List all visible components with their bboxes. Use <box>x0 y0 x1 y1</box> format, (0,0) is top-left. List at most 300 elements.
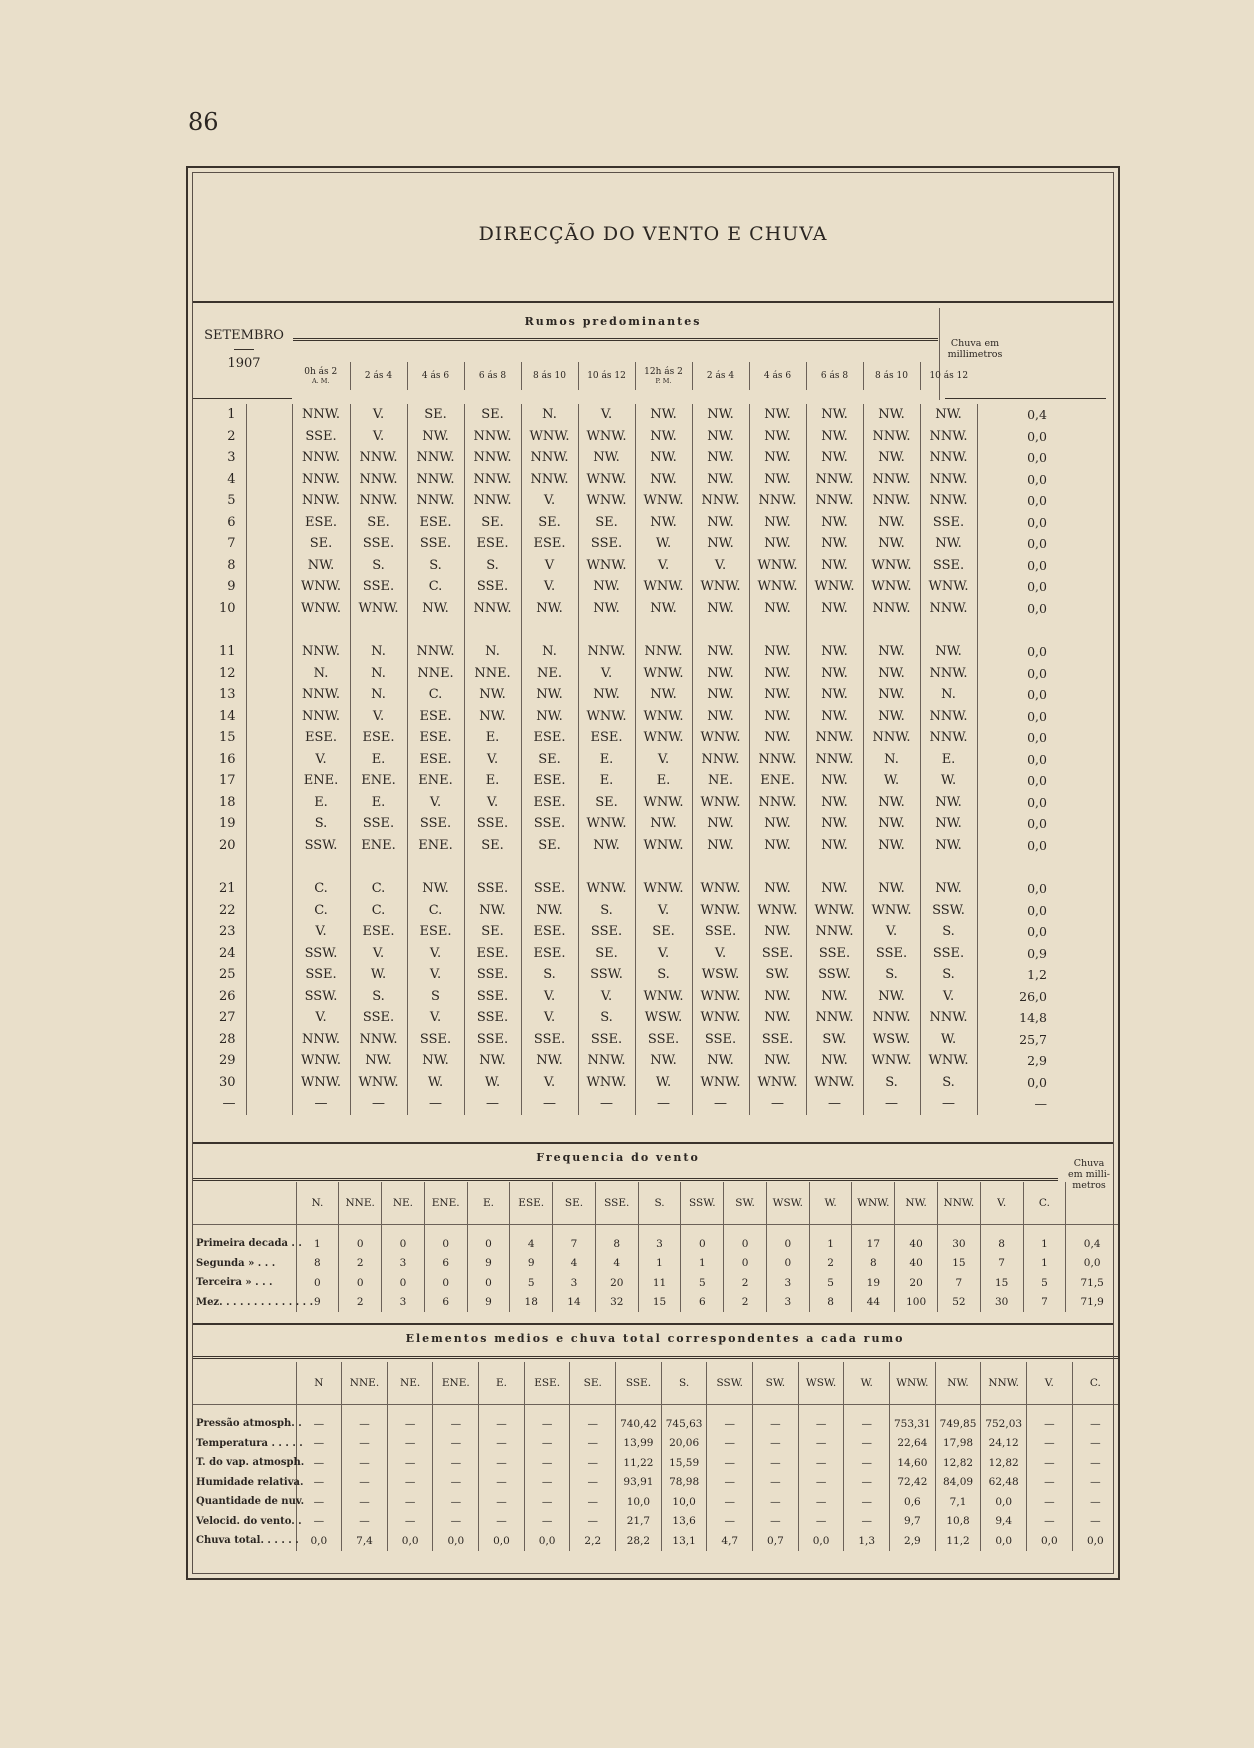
rain-value: 0,0 <box>977 749 1059 771</box>
table-frame <box>186 166 1120 1580</box>
day-number: 4 <box>227 471 236 487</box>
wind-direction: S <box>407 986 464 1008</box>
cell-value: 9 <box>467 1293 510 1313</box>
wind-direction: N. <box>920 684 977 706</box>
column-header-row <box>192 1182 1118 1224</box>
cell-value: 44 <box>852 1293 895 1313</box>
table-row <box>192 770 1059 792</box>
cell-value: 3 <box>553 1273 596 1293</box>
row-label-header <box>192 1182 296 1224</box>
time-header <box>578 362 635 390</box>
gap-cell <box>578 856 635 878</box>
wind-direction: NW. <box>635 598 692 620</box>
rain-value: 0,4 <box>1066 1234 1118 1254</box>
wind-direction: NW. <box>464 1050 521 1072</box>
elem-title: Elementos medios e chuva total correspondentes a cada rumo <box>405 1332 905 1345</box>
wind-direction: WNW. <box>692 900 749 922</box>
wind-direction: NW. <box>407 878 464 900</box>
cell-value: — <box>1027 1512 1073 1532</box>
wind-direction: WNW. <box>635 706 692 728</box>
gap-cell <box>806 619 863 641</box>
wind-direction: SSE. <box>464 1029 521 1051</box>
wind-direction: W. <box>350 964 407 986</box>
wind-direction: SSE. <box>350 576 407 598</box>
cell-value: 12,82 <box>935 1453 981 1473</box>
wind-direction: NW. <box>863 447 920 469</box>
wind-direction: NW. <box>749 835 806 857</box>
wind-direction: NW. <box>635 1050 692 1072</box>
wind-direction: SSE. <box>464 986 521 1008</box>
wind-direction: NNW. <box>407 641 464 663</box>
cell-value: 11,22 <box>616 1453 662 1473</box>
cell-value: — <box>433 1473 479 1493</box>
wind-direction: NW. <box>806 986 863 1008</box>
wind-direction: SSE. <box>464 964 521 986</box>
gap-cell <box>692 856 749 878</box>
cell-value: — <box>1072 1473 1118 1493</box>
cell-value: 100 <box>895 1293 938 1313</box>
wind-direction: V. <box>350 426 407 448</box>
elem-rule <box>192 1356 1118 1359</box>
wind-direction: NNW. <box>292 447 350 469</box>
time-header <box>692 362 749 390</box>
wind-direction: NNW. <box>464 447 521 469</box>
spacer-cell <box>246 469 292 491</box>
spacer-cell <box>638 1224 681 1234</box>
spacer-cell <box>844 1404 890 1414</box>
wind-direction: SSE. <box>692 921 749 943</box>
cell-value: 13,6 <box>661 1512 707 1532</box>
wind-direction: ESE. <box>407 921 464 943</box>
wind-direction: E. <box>464 727 521 749</box>
cell-value: 0,0 <box>1072 1531 1118 1551</box>
day-number: 21 <box>218 881 236 897</box>
wind-direction: WNW. <box>692 792 749 814</box>
cell-value: 9 <box>296 1293 339 1313</box>
wind-direction: V. <box>920 986 977 1008</box>
direction-header: S. <box>638 1182 681 1224</box>
wind-direction: SSE. <box>920 943 977 965</box>
rain-value: 0,0 <box>977 770 1059 792</box>
wind-direction: S. <box>578 900 635 922</box>
wind-direction: NNW. <box>749 792 806 814</box>
cell-value: — <box>342 1453 388 1473</box>
wind-direction: NNW. <box>920 469 977 491</box>
direction-header: V. <box>1027 1362 1073 1404</box>
wind-direction: NW. <box>806 598 863 620</box>
direction-header: W. <box>809 1182 852 1224</box>
cell-value: — <box>296 1414 342 1434</box>
direction-header: C. <box>1023 1182 1066 1224</box>
wind-direction: NNE. <box>464 663 521 685</box>
spacer-cell <box>246 900 292 922</box>
wind-direction: S. <box>578 1007 635 1029</box>
cell-value: 2 <box>724 1293 767 1313</box>
spacer-cell <box>246 1029 292 1051</box>
spacer-cell <box>387 1404 433 1414</box>
wind-direction: NW. <box>806 533 863 555</box>
wind-direction: SE. <box>464 835 521 857</box>
cell-value: 0 <box>766 1254 809 1274</box>
day-number: 28 <box>218 1031 236 1047</box>
wind-direction: WNW. <box>350 598 407 620</box>
wind-direction: ESE. <box>464 943 521 965</box>
cell-value: 24,12 <box>981 1434 1027 1454</box>
rain-header-cell <box>1066 1182 1118 1224</box>
rain-value: 0,0 <box>977 727 1059 749</box>
wind-direction: V. <box>521 1007 578 1029</box>
wind-direction: SE. <box>464 921 521 943</box>
row-label: Velocid. do vento. . <box>196 1515 302 1527</box>
cell-value: 11,2 <box>935 1531 981 1551</box>
wind-direction: ESE. <box>521 533 578 555</box>
gap-cell <box>350 619 407 641</box>
spacer-cell <box>246 1007 292 1029</box>
table-row <box>192 749 1059 771</box>
wind-direction: WNW. <box>863 555 920 577</box>
cell-value: 0,6 <box>890 1492 936 1512</box>
wind-direction: N. <box>350 641 407 663</box>
wind-direction: NW. <box>749 1050 806 1072</box>
wind-direction: WNW. <box>749 1072 806 1094</box>
wind-direction: NNW. <box>464 490 521 512</box>
wind-direction: NE. <box>521 663 578 685</box>
wind-direction: NW. <box>806 447 863 469</box>
wind-direction: ESE. <box>521 921 578 943</box>
cell-value: 21,7 <box>616 1512 662 1532</box>
cell-value: — <box>798 1473 844 1493</box>
wind-direction: NNW. <box>292 490 350 512</box>
cell-value: — <box>707 1453 753 1473</box>
cell-value: — <box>753 1453 799 1473</box>
wind-direction: SSE. <box>350 1007 407 1029</box>
wind-direction: NNW. <box>749 490 806 512</box>
rain-value: 0,0 <box>977 835 1059 857</box>
cell-value: 17 <box>852 1234 895 1254</box>
wind-direction: NNW. <box>464 598 521 620</box>
wind-direction: S. <box>920 1072 977 1094</box>
wind-direction: SSE. <box>692 1029 749 1051</box>
table-row <box>192 1434 1118 1454</box>
cell-value: 753,31 <box>890 1414 936 1434</box>
direction-header: SW. <box>724 1182 767 1224</box>
cell-value: — <box>753 1414 799 1434</box>
spacer-cell <box>570 1404 616 1414</box>
wind-direction: NW. <box>749 921 806 943</box>
cell-value: 0 <box>467 1273 510 1293</box>
spacer-cell <box>1027 1404 1073 1414</box>
table-row <box>192 1050 1059 1072</box>
wind-direction: S. <box>350 986 407 1008</box>
wind-direction: WNW. <box>578 426 635 448</box>
time-header-label: 6 ás 8 <box>478 371 507 381</box>
table-row <box>192 986 1059 1008</box>
wind-direction: SE. <box>407 404 464 426</box>
wind-direction: NNW. <box>578 641 635 663</box>
wind-direction: NW. <box>407 1050 464 1072</box>
cell-value: — <box>1072 1414 1118 1434</box>
cell-value: 0,0 <box>1027 1531 1073 1551</box>
direction-header: WNW. <box>852 1182 895 1224</box>
cell-value: — <box>707 1414 753 1434</box>
cell-value: — <box>479 1512 525 1532</box>
spacer-cell <box>890 1404 936 1414</box>
wind-direction: N. <box>350 663 407 685</box>
wind-direction: NNW. <box>863 426 920 448</box>
direction-header: NNE. <box>339 1182 382 1224</box>
cell-value: — <box>798 1414 844 1434</box>
table-row <box>192 727 1059 749</box>
day-number: 15 <box>218 730 236 746</box>
cell-value: 0,0 <box>433 1531 479 1551</box>
dash-cell: — <box>692 1093 749 1115</box>
gap-cell <box>192 856 246 878</box>
spacer-cell <box>246 749 292 771</box>
time-header-label: 6 ás 8 <box>820 371 849 381</box>
cell-value: — <box>844 1414 890 1434</box>
wind-direction: NW. <box>407 598 464 620</box>
wind-direction: NW. <box>749 512 806 534</box>
wind-direction: NW. <box>806 663 863 685</box>
wind-direction: SSE. <box>464 576 521 598</box>
cell-value: 0,7 <box>753 1531 799 1551</box>
gap-cell <box>407 619 464 641</box>
cell-value: — <box>798 1512 844 1532</box>
wind-direction: NW. <box>292 555 350 577</box>
cell-value: 0 <box>424 1273 467 1293</box>
table-row <box>192 878 1059 900</box>
spacer-cell <box>595 1224 638 1234</box>
wind-direction: NW. <box>920 533 977 555</box>
cell-value: 0 <box>339 1273 382 1293</box>
cell-value: 0,0 <box>798 1531 844 1551</box>
wind-direction: NW. <box>863 663 920 685</box>
wind-direction: SSW. <box>292 986 350 1008</box>
wind-direction: SSE. <box>806 943 863 965</box>
cell-value: 7 <box>1023 1293 1066 1313</box>
wind-direction: SE. <box>521 512 578 534</box>
wind-direction: NW. <box>350 1050 407 1072</box>
cell-value: 0,0 <box>981 1492 1027 1512</box>
cell-value: 3 <box>766 1273 809 1293</box>
cell-value: 7,1 <box>935 1492 981 1512</box>
wind-direction: W. <box>635 533 692 555</box>
day-number: 24 <box>218 945 236 961</box>
cell-value: 9,4 <box>981 1512 1027 1532</box>
wind-direction: V. <box>578 663 635 685</box>
cell-value: 9 <box>467 1254 510 1274</box>
wind-direction: NNW. <box>692 749 749 771</box>
cell-value: — <box>479 1473 525 1493</box>
day-number: 1 <box>227 407 236 423</box>
row-label: Humidade relativa. <box>196 1476 304 1488</box>
cell-value: — <box>342 1473 388 1493</box>
decade-gap <box>192 856 1059 878</box>
rain-value: 0,0 <box>977 813 1059 835</box>
wind-direction: V. <box>635 749 692 771</box>
wind-direction: NW. <box>806 1050 863 1072</box>
wind-direction: E. <box>578 770 635 792</box>
cell-value: — <box>570 1512 616 1532</box>
dash-cell: — <box>749 1093 806 1115</box>
wind-direction: NW. <box>749 986 806 1008</box>
cell-value: 14,60 <box>890 1453 936 1473</box>
wind-direction: NW. <box>521 1050 578 1072</box>
cell-value: 6 <box>681 1293 724 1313</box>
wind-direction: SSE. <box>521 1029 578 1051</box>
cell-value: 0,0 <box>479 1531 525 1551</box>
gap-cell <box>635 619 692 641</box>
table-row <box>192 1293 1118 1313</box>
spacer-cell <box>246 1093 292 1115</box>
wind-direction: WNW. <box>635 792 692 814</box>
cell-value: 4,7 <box>707 1531 753 1551</box>
table-row <box>192 921 1059 943</box>
wind-direction: NNW. <box>292 1029 350 1051</box>
table-row <box>192 964 1059 986</box>
rumos-rule <box>293 338 938 341</box>
wind-direction: NW. <box>863 641 920 663</box>
wind-direction: NW. <box>806 512 863 534</box>
dash-cell: — <box>464 1093 521 1115</box>
wind-direction: WNW. <box>292 1072 350 1094</box>
spacer-cell <box>766 1224 809 1234</box>
gap-cell <box>292 856 350 878</box>
wind-direction: WNW. <box>920 1050 977 1072</box>
row-label: Temperatura . . . . . <box>196 1437 303 1449</box>
wind-direction: NW. <box>920 404 977 426</box>
wind-direction: WNW. <box>749 900 806 922</box>
wind-direction: NW. <box>692 404 749 426</box>
wind-direction: S. <box>292 813 350 835</box>
freq-table <box>192 1182 1118 1312</box>
wind-direction: NNW. <box>806 469 863 491</box>
spacer-cell <box>246 447 292 469</box>
cell-value: 1,3 <box>844 1531 890 1551</box>
day-number: 5 <box>227 493 236 509</box>
wind-direction: S. <box>464 555 521 577</box>
wind-direction: SSE. <box>292 426 350 448</box>
rain-value: 0,0 <box>977 1072 1059 1094</box>
rain-value: 2,9 <box>977 1050 1059 1072</box>
cell-value: — <box>707 1473 753 1493</box>
dash-row <box>192 1093 1059 1115</box>
spacer-cell <box>246 426 292 448</box>
wind-direction: NNW. <box>863 598 920 620</box>
row-label: Mez. . . . . . . . . . . . . . <box>196 1296 314 1308</box>
wind-direction: SSE. <box>635 1029 692 1051</box>
wind-direction: WNW. <box>635 576 692 598</box>
time-header-label: 2 ás 4 <box>706 371 735 381</box>
rain-value: 0,0 <box>1066 1254 1118 1274</box>
spacer-cell <box>616 1404 662 1414</box>
wind-direction: NW. <box>578 447 635 469</box>
day-number: 26 <box>218 988 236 1004</box>
wind-direction: V. <box>635 943 692 965</box>
cell-value: — <box>707 1492 753 1512</box>
cell-value: — <box>342 1492 388 1512</box>
wind-direction: SE. <box>578 792 635 814</box>
wind-direction: NW. <box>863 792 920 814</box>
spacer-cell <box>938 1224 981 1234</box>
cell-value: 3 <box>638 1234 681 1254</box>
wind-direction: SSE. <box>407 813 464 835</box>
cell-value: 20 <box>895 1273 938 1293</box>
gap-cell <box>578 619 635 641</box>
table-row <box>192 1414 1118 1434</box>
wind-direction: NNW. <box>350 1029 407 1051</box>
wind-direction: WNW. <box>350 1072 407 1094</box>
wind-direction: NW. <box>806 770 863 792</box>
day-number: 7 <box>227 536 236 552</box>
day-number: 23 <box>218 924 236 940</box>
wind-direction: NW. <box>692 706 749 728</box>
cell-value: 10,0 <box>661 1492 707 1512</box>
cell-value: 6 <box>424 1293 467 1313</box>
rain-value: 0,0 <box>977 684 1059 706</box>
spacer-cell <box>246 727 292 749</box>
wind-direction: NW. <box>749 663 806 685</box>
cell-value: 745,63 <box>661 1414 707 1434</box>
wind-direction: NW. <box>464 706 521 728</box>
daily-table <box>192 404 1059 1115</box>
spacer-cell <box>553 1224 596 1234</box>
wind-direction: NW. <box>749 641 806 663</box>
spacer-cell <box>246 835 292 857</box>
rain-value: 0,0 <box>977 900 1059 922</box>
wind-direction: V. <box>635 900 692 922</box>
wind-direction: WNW. <box>578 878 635 900</box>
wind-direction: WNW. <box>863 1050 920 1072</box>
cell-value: 1 <box>1023 1234 1066 1254</box>
cell-value: 8 <box>595 1234 638 1254</box>
gap-cell <box>192 619 246 641</box>
cell-value: — <box>1072 1453 1118 1473</box>
wind-direction: NW. <box>635 447 692 469</box>
direction-header: SSW. <box>681 1182 724 1224</box>
wind-direction: E. <box>578 749 635 771</box>
cell-value: — <box>433 1512 479 1532</box>
rain-value: 0,0 <box>977 447 1059 469</box>
wind-direction: SSE. <box>464 813 521 835</box>
day-number: 2 <box>227 428 236 444</box>
wind-direction: NW. <box>521 900 578 922</box>
wind-direction: E. <box>920 749 977 771</box>
cell-value: — <box>296 1473 342 1493</box>
cell-value: — <box>387 1453 433 1473</box>
wind-direction: NW. <box>692 469 749 491</box>
cell-value: 15 <box>638 1293 681 1313</box>
time-header-label: 2 ás 4 <box>364 371 393 381</box>
wind-direction: WNW. <box>749 555 806 577</box>
gap-cell <box>407 856 464 878</box>
wind-direction: W. <box>635 1072 692 1094</box>
wind-direction: NNW. <box>863 727 920 749</box>
wind-direction: NNW. <box>292 641 350 663</box>
table-row <box>192 1453 1118 1473</box>
wind-direction: SSE. <box>464 878 521 900</box>
rain-value: 25,7 <box>977 1029 1059 1051</box>
rain-value: 0,0 <box>977 426 1059 448</box>
page-title: DIRECÇÃO DO VENTO E CHUVA <box>478 223 828 245</box>
cell-value: — <box>342 1414 388 1434</box>
wind-direction: ENE. <box>292 770 350 792</box>
spacer-cell <box>809 1224 852 1234</box>
cell-value: 15 <box>938 1254 981 1274</box>
table-row <box>192 426 1059 448</box>
time-header-row <box>292 362 977 390</box>
wind-direction: S. <box>407 555 464 577</box>
